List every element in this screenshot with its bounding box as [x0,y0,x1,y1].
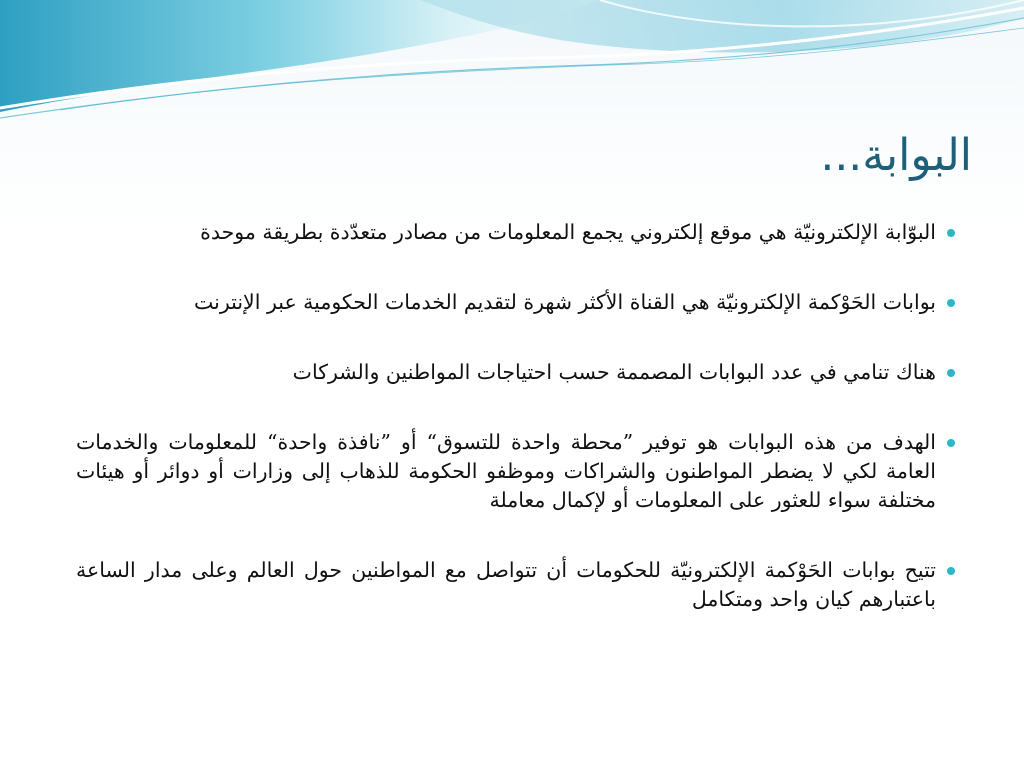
header-wave-decoration [0,0,1024,130]
bullet-dot-icon [947,229,955,237]
bullet-text-3: هناك تنامي في عدد البوابات المصممة حسب احتياجات المواطنين والشركات [292,360,936,384]
bullet-list [76,218,936,614]
bullet-item-2 [76,288,936,317]
bullet-list-container [76,218,936,655]
bullet-dot-icon [947,567,955,575]
bullet-dot-icon [947,369,955,377]
bullet-text-4: الهدف من هذه البوابات هو توفير ”محطة واحدة للتسوق“ أو ”نافذة واحدة“ للمعلومات والخدمات العامة لكي لا يضطر المواطنون والشراكات وموظفو الحكومة للذهاب إلى وزارات أو دوائر أو هيئات مختلفة سواء للعثور على المعلومات أو لإكمال معاملة [76,430,936,512]
bullet-dot-icon [947,439,955,447]
bullet-text-2: بوابات الحَوْكمة الإلكترونيّة هي القناة الأكثر شهرة لتقديم الخدمات الحكومية عبر الإنترنت [194,290,936,314]
bullet-item-1 [76,218,936,247]
slide-title: البوابة... [820,130,972,181]
bullet-item-3 [76,358,936,387]
bullet-text-1: البوّابة الإلكترونيّة هي موقع إلكتروني يجمع المعلومات من مصادر متعدّدة بطريقة موحدة [200,220,936,244]
bullet-item-4 [76,428,936,515]
bullet-dot-icon [947,299,955,307]
bullet-item-5 [76,556,936,614]
bullet-text-5: تتيح بوابات الحَوْكمة الإلكترونيّة للحكومات أن تتواصل مع المواطنين حول العالم وعلى مدار الساعة باعتبارهم كيان واحد ومتكامل [76,558,936,611]
